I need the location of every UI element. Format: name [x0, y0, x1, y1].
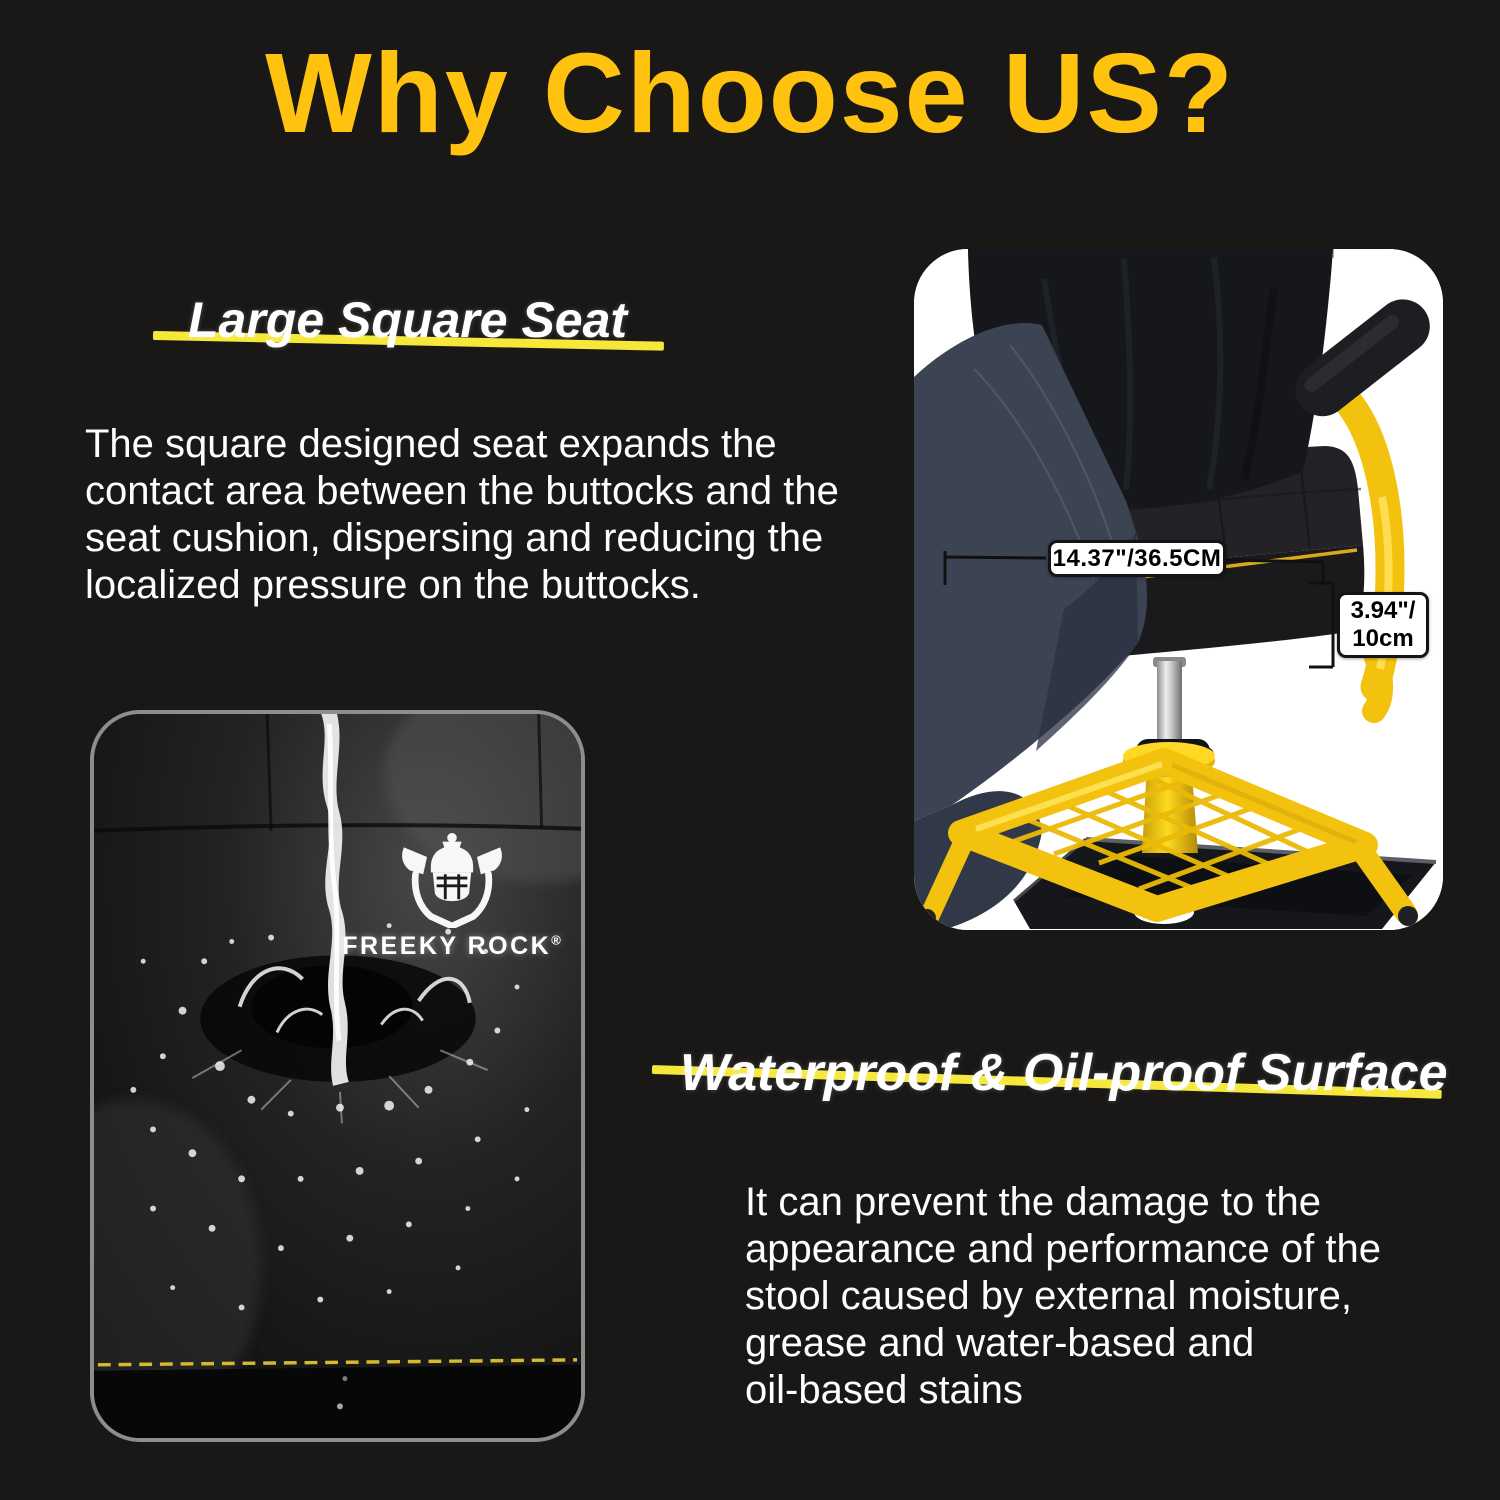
waterproof-feature-heading [652, 1044, 1448, 1102]
body-line: contact area between the buttocks and the [85, 469, 839, 513]
body-line: appearance and performance of the [745, 1227, 1381, 1271]
brand-emblem-icon [393, 832, 511, 928]
body-line: The square designed seat expands the [85, 422, 777, 466]
seat-heading-text: Large Square Seat [188, 292, 628, 348]
body-line: oil-based stains [745, 1368, 1023, 1412]
seat-width-value: 14.37"/36.5CM [1052, 544, 1222, 572]
body-line: grease and water-based and [745, 1321, 1255, 1365]
waterproof-heading-text: Waterproof & Oil-proof Surface [680, 1044, 1448, 1102]
seat-height-label [1337, 592, 1429, 658]
seat-feature-heading [153, 294, 664, 346]
brand-name-text: FREEKY ROCK [342, 932, 552, 960]
seat-height-value-line1: 3.94"/ [1350, 597, 1416, 624]
page-title: Why Choose US? [265, 30, 1235, 156]
registered-mark: ® [551, 932, 561, 948]
stool-photo [914, 249, 1443, 930]
stool-scene-graphic [914, 249, 1443, 930]
body-line: It can prevent the damage to the [745, 1180, 1321, 1224]
seat-width-label [1048, 540, 1226, 577]
waterproof-paragraph [745, 1179, 1381, 1414]
body-line: localized pressure on the buttocks. [85, 563, 701, 607]
brand-name [334, 932, 569, 961]
splash-photo [90, 710, 585, 1442]
seat-height-value-line2: 10cm [1352, 625, 1414, 652]
body-line: stool caused by external moisture, [745, 1274, 1352, 1318]
splash-scene-graphic [94, 714, 581, 1438]
seat-paragraph [85, 421, 839, 609]
brand-logo [334, 832, 569, 961]
body-line: seat cushion, dispersing and reducing the [85, 516, 824, 560]
